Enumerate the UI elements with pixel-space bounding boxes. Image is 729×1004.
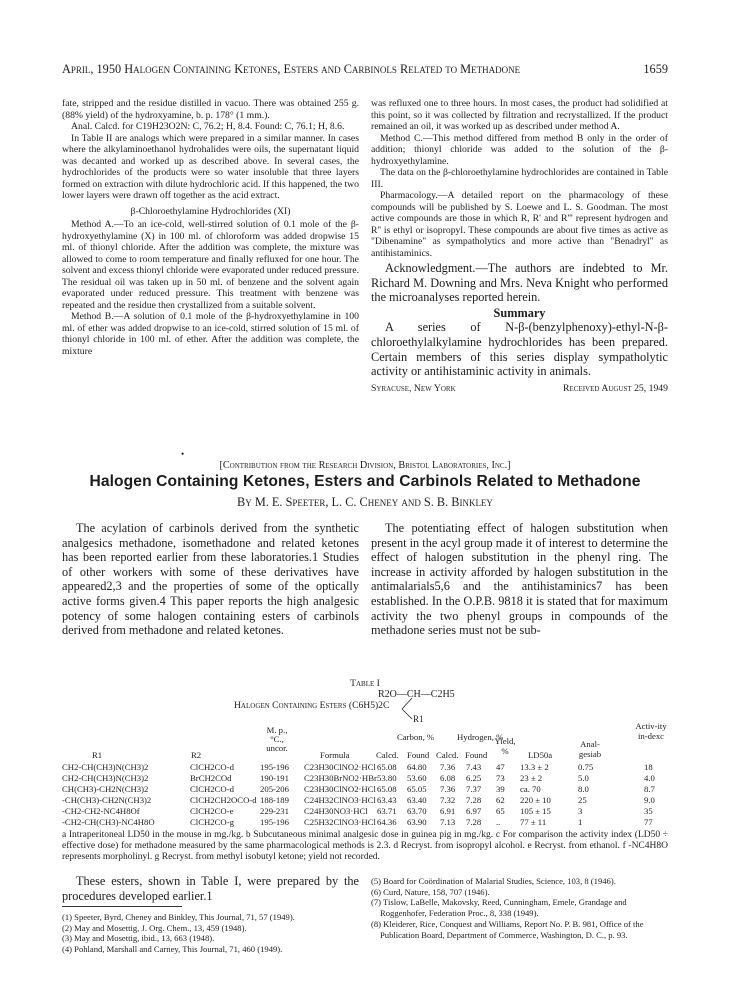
cell-h-found: 7.28	[466, 817, 482, 827]
cell-r2: ClCH2CO-d	[190, 762, 234, 772]
cell-c-found: 63.90	[407, 817, 427, 827]
intro-left-column	[62, 521, 359, 638]
footnote-rule	[62, 906, 182, 907]
cell-analgesia: 1	[578, 817, 583, 827]
cell-r1: -CH2-CH(CH3)-NC4H8O	[62, 817, 155, 827]
cell-yield: ..	[496, 817, 501, 827]
cell-h-found: 7.37	[466, 784, 482, 794]
intro-right-column	[371, 521, 668, 638]
structure-r1: R1	[413, 714, 424, 724]
cell-r1: CH(CH3)-CH2N(CH3)2	[62, 784, 149, 794]
reference: (2) May and Mosettig, J. Org. Chem., 13, 459 (1948).	[62, 922, 247, 933]
cell-h-calcd: 7.32	[440, 795, 456, 805]
cell-r1: -CH2-CH2-NC4H8Of	[62, 806, 140, 816]
cell-c-calcd: 63.43	[377, 795, 397, 805]
cell-activity-index: 77	[644, 817, 653, 827]
analysis-paragraph: Anal. Calcd. for C19H23O2N: C, 76.2; H, 8.4. Found: C, 76.1; H, 8.6.	[71, 121, 345, 132]
cell-c-calcd: 53.80	[377, 773, 397, 783]
article-title: Halogen Containing Ketones, Esters and Carbinols Related to Methadone	[89, 473, 641, 490]
reference: (4) Pohland, Marshall and Carney, This Journal, 71, 460 (1949).	[62, 944, 283, 955]
cell-yield: 47	[496, 762, 505, 772]
header-yield: Yield, %	[494, 736, 516, 756]
reference: (6) Curd, Nature, 158, 707 (1946).	[371, 886, 490, 897]
table-title: Halogen Containing Esters (C6H5)2C	[234, 700, 390, 711]
table-row	[62, 773, 668, 784]
cell-mp: 229-231	[260, 806, 289, 816]
cell-h-found: 7.28	[466, 795, 482, 805]
cell-c-calcd: 64.36	[377, 817, 397, 827]
cell-r2: BrCH2COd	[190, 773, 232, 783]
cell-mp: 195-196	[260, 762, 289, 772]
cell-h-calcd: 6.08	[440, 773, 456, 783]
cell-r2: ClCH2CO-e	[190, 806, 234, 816]
header-carbon: Carbon, %	[397, 732, 435, 742]
method-b-paragraph: Method B.—A solution of 0.1 mole of the β-hydroxyethylamine in 100 ml. of ether was added dropwise to an ice-cold, stirred solution of 15 ml. of thionyl chloride in 100 ml. of ether. After the addition was complete, the mixture	[62, 311, 359, 357]
cell-analgesia: 8.0	[578, 784, 589, 794]
header-activity-index: Activ-ity in-dexc	[635, 721, 667, 741]
running-header	[62, 62, 668, 78]
cell-analgesia: 0.75	[578, 762, 594, 772]
cell-c-found: 65.05	[407, 784, 427, 794]
contribution-line: [Contribution from the Research Division, Bristol Laboratories, Inc.]	[219, 460, 511, 471]
references-right	[371, 876, 668, 940]
header-mp: M. p., °C., uncor.	[266, 725, 288, 753]
header-c-calcd: Calcd.	[376, 750, 399, 760]
table-header	[62, 721, 668, 762]
top-right-column	[371, 98, 668, 399]
cell-h-found: 6.25	[466, 773, 482, 783]
cell-ld50: ca. 70	[520, 784, 541, 794]
reference: (5) Board for Coördination of Malarial Studies, Science, 103, 8 (1946).	[371, 876, 616, 886]
cell-ld50: 105 ± 15	[520, 806, 551, 816]
header-ld50: LD50a	[528, 750, 553, 760]
cell-h-calcd: 6.91	[440, 806, 456, 816]
table-label: Table I	[350, 678, 380, 689]
cell-yield: 73	[496, 773, 505, 783]
pharmacology-paragraph: Pharmacology.—A detailed report on the pharmacology of these compounds will be published by S. Loewe and L. S. Goodman. The most active compounds are those in which R, R' and R''' represent hydrogen and R'' is ethyl or isopropyl. These compounds are about five times as active as "Dibenamine" as sympatholytics and more active than "Benadryl" as antihistaminics.	[371, 190, 668, 259]
table-row	[62, 795, 668, 806]
reference: (7) Tislow, LaBelle, Makovsky, Reed, Cunningham, Emele, Grandage and Roggenhofer, Federation Proc., 8, 338 (1949).	[371, 897, 627, 919]
references-left	[62, 912, 359, 955]
cell-h-calcd: 7.13	[440, 817, 456, 827]
cell-r1: CH2-CH(CH3)N(CH3)2	[62, 773, 149, 783]
cell-c-calcd: 63.71	[377, 806, 397, 816]
table-row	[62, 762, 668, 773]
footnote-text: a Intraperitoneal LD50 in the mouse in mg./kg. b Subcutaneous minimal analgesic dose in guinea pig in mg./kg. c For comparison the activity index (LD50 ÷ effective dose) for methadone measured by the same pharmacological methods is 2.3. d Recryst. from isopropyl alcohol. e Recryst. from ethanol. f -NC4H8O represents morpholinyl. g Recryst. from methyl isobutyl ketone; yield not recorded.	[62, 830, 668, 863]
table-row	[62, 784, 668, 795]
intro-paragraph: The potentiating effect of halogen substitution when present in the acyl group made it of interest to determine the effect of halogen substitution in the phenyl ring. The increase in activity afforded by halogen substitution in the antimalarials5,6 and the antihistaminics7 has been established. In the O.P.B. 9818 it is stated that for maximum activity the two phenyl groups in compounds of the methadone series must not be sub-	[371, 521, 668, 638]
cell-r2: ClCH2CH2OCO-d	[190, 795, 257, 805]
method-a-paragraph: Method A.—To an ice-cold, well-stirred solution of 0.1 mole of the β-hydroxyethylamine (X) in 100 ml. of chloroform was added dropwise 15 ml. of thionyl chloride. After the addition was complete, the mixture was allowed to come to room temperature and finally refluxed for one hour. The solvent and excess thionyl chloride were evaporated under reduced pressure. The residual oil was taken up in 50 ml. of benzene and the solvent again evaporated under reduced pressure. This treatment with benzene was repeated and the residue then crystallized from a suitable solvent.	[62, 219, 359, 311]
paragraph: In Table II are analogs which were prepared in a similar manner. In cases where the alkylaminoethanol hydrohalides were oils, the supernatant liquid was decanted and worked up as described above. In several cases, the hydrochlorides of the products were so water insoluble that three layers formed on extraction with dilute hydrochloric acid. If this happened, the two lower layers were drawn off together as the acid extract.	[62, 132, 359, 201]
header-hydrogen: Hydrogen, %	[457, 732, 504, 742]
page-number: 1659	[643, 62, 668, 76]
table-row	[62, 806, 668, 817]
header-r1: R1	[92, 750, 103, 760]
cell-c-found: 53.60	[407, 773, 427, 783]
reference: (8) Kleiderer, Rice, Conquest and Williams, Report No. P. B. 981, Office of the Publication Board, Department of Commerce, Washington, D. C., p. 93.	[371, 918, 644, 940]
cell-ld50: 23 ± 2	[520, 773, 543, 783]
cell-r1: CH2-CH(CH3)N(CH3)2	[62, 762, 149, 772]
cell-analgesia: 3	[578, 806, 583, 816]
header-h-found: Found	[465, 750, 488, 760]
cell-formula: C25H32ClNO3·HCl	[304, 817, 376, 827]
header-c-found: Found	[407, 750, 430, 760]
cell-formula: C24H30NO3·HCl	[304, 806, 368, 816]
reference: (1) Speeter, Byrd, Cheney and Binkley, This Journal, 71, 57 (1949).	[62, 912, 295, 922]
cell-h-calcd: 7.36	[440, 762, 456, 772]
cell-yield: 39	[496, 784, 505, 794]
cell-c-calcd: 65.08	[377, 784, 397, 794]
cell-formula: C23H30BrNO2·HBr	[304, 773, 377, 783]
cell-mp: 195-196	[260, 817, 289, 827]
paragraph: These esters, shown in Table I, were prepared by the procedures developed earlier.1	[62, 874, 359, 903]
cell-ld50: 220 ± 10	[520, 795, 551, 805]
running-title: April, 1950 Halogen Containing Ketones, Esters and Carbinols Related to Methadone	[62, 62, 521, 76]
cell-analgesia: 5.0	[578, 773, 589, 783]
cell-yield: 62	[496, 795, 505, 805]
place: Syracuse, New York	[371, 382, 456, 394]
cell-h-found: 7.43	[466, 762, 482, 772]
cell-mp: 190-191	[260, 773, 289, 783]
summary-heading: Summary	[493, 305, 546, 320]
cell-h-found: 6.97	[466, 806, 482, 816]
table-footnotes	[62, 830, 668, 864]
cell-formula: C23H30ClNO2·HCl	[304, 762, 376, 772]
cell-c-found: 63.40	[407, 795, 427, 805]
structure-top: R2O—CH—C2H5	[378, 689, 455, 700]
section-heading: β-Chloroethylamine Hydrochlorides (XI)	[130, 205, 291, 217]
header-h-calcd: Calcd.	[436, 750, 459, 760]
cell-r2: ClCH2CO-d	[190, 784, 234, 794]
cell-activity-index: 4.0	[644, 773, 655, 783]
cell-c-calcd: 65.08	[377, 762, 397, 772]
cell-ld50: 13.3 ± 2	[520, 762, 549, 772]
cell-yield: 65	[496, 806, 505, 816]
paragraph: fate, stripped and the residue distilled in vacuo. There was obtained 255 g. (88% yield) of the hydroxyamine, b. p. 178° (1 mm.).	[62, 98, 359, 121]
header-analgesia: Anal-gesiab	[578, 739, 602, 759]
cell-formula: C23H30ClNO2·HCl	[304, 784, 376, 794]
cell-c-found: 63.70	[407, 806, 427, 816]
paragraph: was refluxed one to three hours. In most cases, the product had solidified at this point, so it was collected by filtration and recrystallized. If the product remained an oil, it was worked up as described under method A.	[371, 98, 668, 132]
cell-mp: 205-206	[260, 784, 289, 794]
top-left-column	[62, 98, 359, 357]
intro-paragraph: The acylation of carbinols derived from the synthetic analgesics methadone, isomethadone and related ketones has been reported earlier from these laboratories.1 Studies of other workers with some of these derivatives have appeared2,3 and the properties of some of the optically active forms given.4 This paper reports the high analgesic potency of some halogen containing esters of carbinols derived from methadone and related ketones.	[62, 521, 359, 638]
bottom-left-text	[62, 874, 359, 903]
paragraph: The data on the β-chloroethylamine hydrochlorides are contained in Table III.	[371, 167, 668, 190]
cell-activity-index: 18	[644, 762, 653, 772]
cell-r1: -CH(CH3)-CH2N(CH3)2	[62, 795, 152, 805]
asterisk-mark: •	[181, 449, 185, 459]
cell-mp: 188-189	[260, 795, 289, 805]
cell-ld50: 77 ± 11	[520, 817, 547, 827]
received-date: Received August 25, 1949	[563, 382, 668, 394]
cell-activity-index: 8.7	[644, 784, 655, 794]
article-authors: By M. E. Speeter, L. C. Cheney and S. B. Binkley	[237, 495, 493, 509]
acknowledgment-paragraph: Acknowledgment.—The authors are indebted to Mr. Richard M. Downing and Mrs. Neva Knight who performed the microanalyses reported herein.	[371, 261, 668, 305]
dateline	[371, 383, 668, 399]
header-formula: Formula	[320, 750, 350, 760]
cell-analgesia: 25	[578, 795, 587, 805]
summary-paragraph: A series of N-β-(benzylphenoxy)-ethyl-N-β-chloroethylalkylamine hydrochlorides has been prepared. Certain members of this series display sympatholytic activity or antihistaminic activity in animals.	[371, 320, 668, 379]
cell-activity-index: 35	[644, 806, 653, 816]
cell-formula: C24H32ClNO3·HCl	[304, 795, 376, 805]
cell-h-calcd: 7.36	[440, 784, 456, 794]
reference: (3) May and Mosettig, ibid., 13, 663 (1948).	[62, 933, 215, 944]
header-r2: R2	[191, 750, 202, 760]
cell-r2: ClCH2CO-g	[190, 817, 234, 827]
cell-activity-index: 9.0	[644, 795, 655, 805]
method-c-paragraph: Method C.—This method differed from method B only in the order of addition; thionyl chloride was added to the solution of the β-hydroxyethylamine.	[371, 132, 668, 167]
table-row	[62, 817, 668, 828]
cell-c-found: 64.80	[407, 762, 427, 772]
